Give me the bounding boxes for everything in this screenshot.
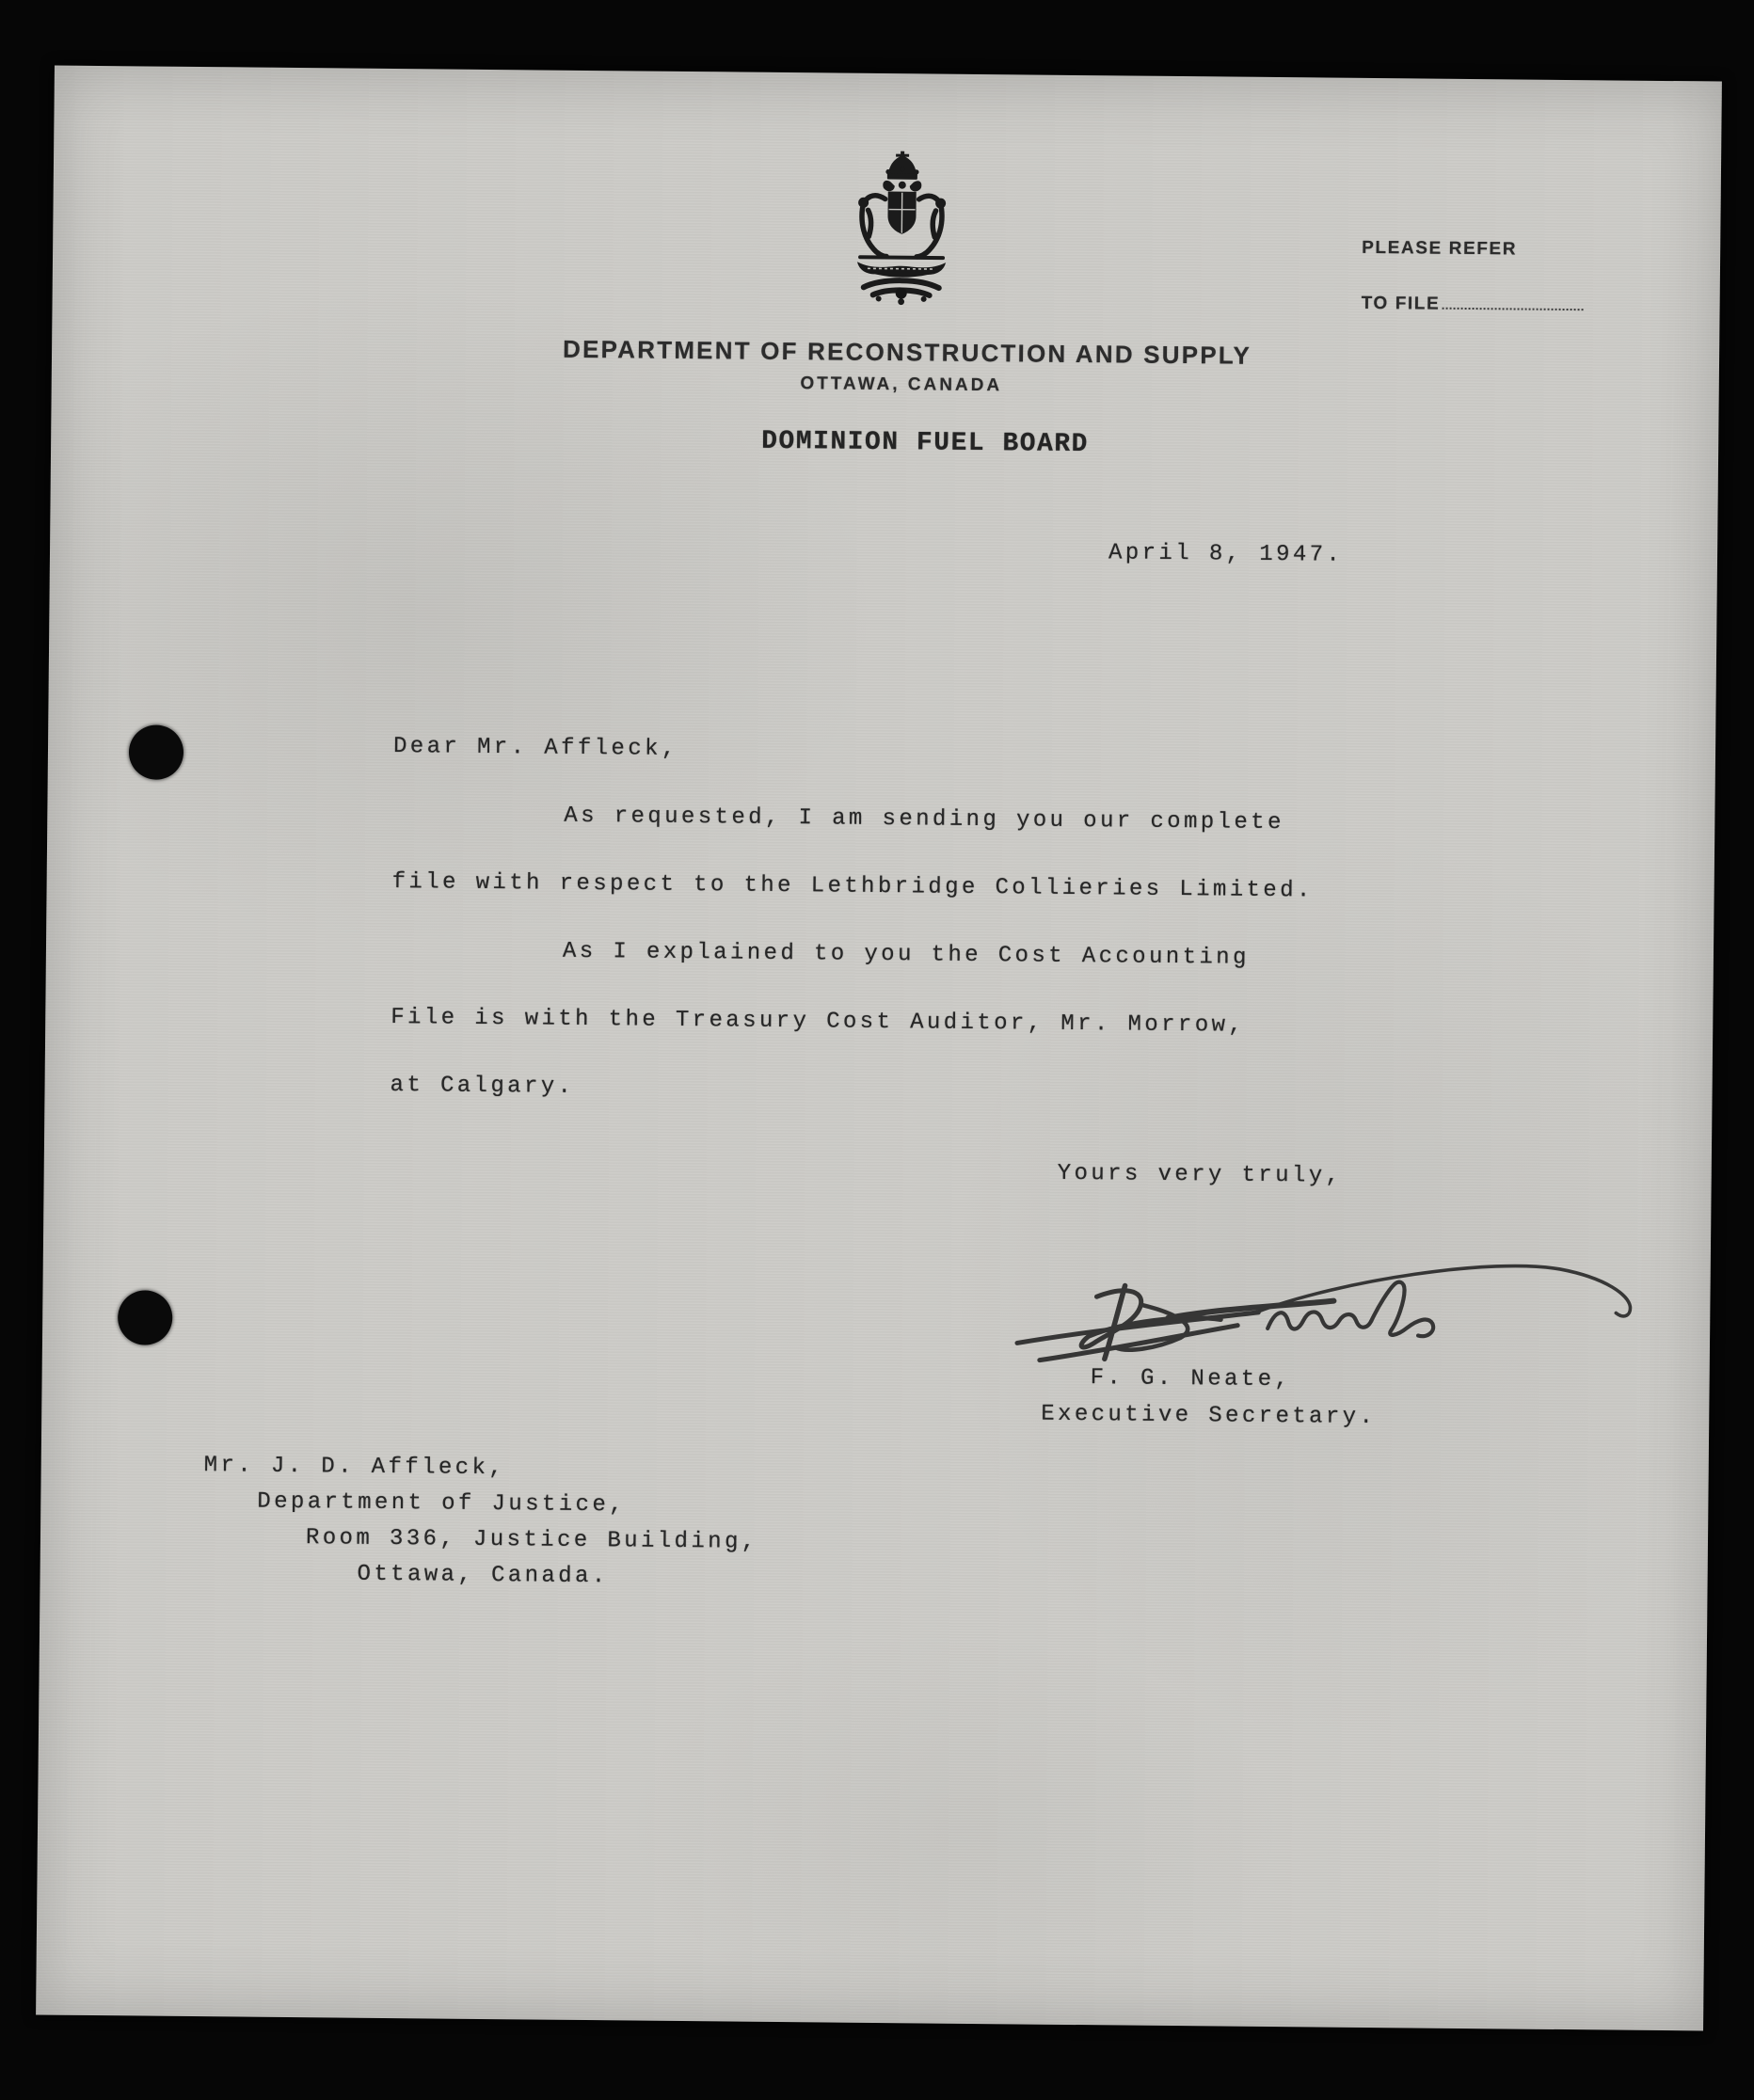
file-number-dotted-line bbox=[1442, 292, 1583, 310]
signer-title: Executive Secretary. bbox=[1041, 1401, 1377, 1431]
canada-coat-of-arms-icon bbox=[845, 149, 960, 308]
refer-line2-row bbox=[1362, 291, 1584, 316]
recipient-address-line: Mr. J. D. Affleck, bbox=[203, 1453, 506, 1482]
body-line: at Calgary. bbox=[390, 1073, 575, 1100]
body-line: As I explained to you the Cost Accounting bbox=[562, 938, 1250, 971]
recipient-address-line: Room 336, Justice Building, bbox=[305, 1525, 758, 1555]
refer-label-line2: TO FILE bbox=[1361, 293, 1441, 314]
body-line: As requested, I am sending you our complete bbox=[564, 803, 1284, 836]
recipient-address-line: Ottawa, Canada. bbox=[357, 1561, 609, 1590]
body-line: File is with the Treasury Cost Auditor, Mr. Morrow, bbox=[391, 1005, 1246, 1039]
handwritten-signature bbox=[983, 1237, 1681, 1385]
recipient-address-line: Department of Justice, bbox=[257, 1488, 627, 1519]
letter-paper bbox=[36, 66, 1722, 2031]
letterhead-location: OTTAWA, CANADA bbox=[800, 374, 1003, 396]
refer-label-line1: PLEASE REFER bbox=[1362, 237, 1518, 260]
closing-phrase: Yours very truly, bbox=[1057, 1160, 1343, 1189]
salutation: Dear Mr. Affleck, bbox=[392, 734, 678, 762]
department-name: DEPARTMENT OF RECONSTRUCTION AND SUPPLY bbox=[562, 334, 1252, 370]
board-name-stamp: DOMINION FUEL BOARD bbox=[761, 426, 1090, 460]
punch-hole bbox=[129, 724, 184, 780]
body-line: file with respect to the Lethbridge Collieries Limited. bbox=[391, 869, 1314, 904]
letter-date: April 8, 1947. bbox=[1108, 540, 1344, 568]
punch-hole bbox=[118, 1290, 173, 1345]
signer-name: F. G. Neate, bbox=[1090, 1365, 1292, 1393]
